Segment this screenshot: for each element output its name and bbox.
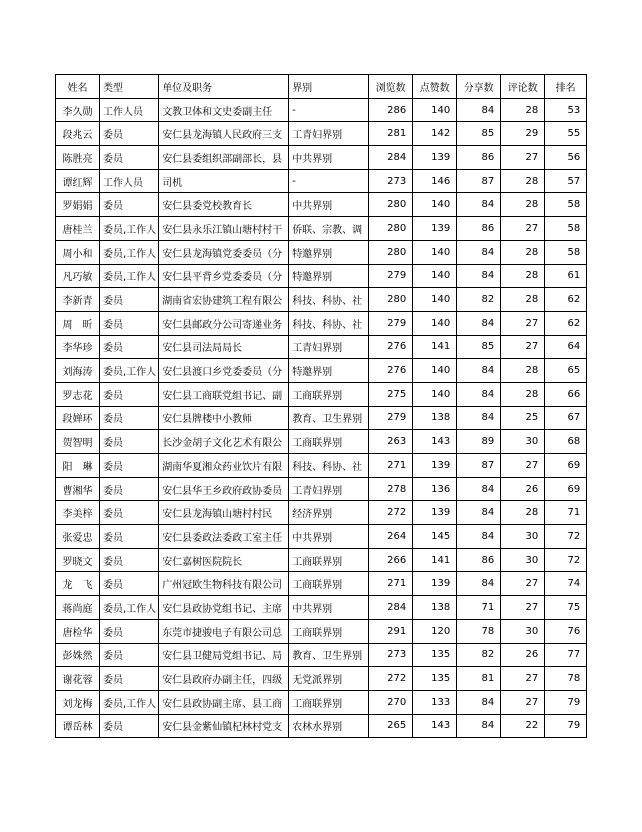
cell-views: 279 — [369, 264, 413, 288]
cell-comments: 28 — [501, 240, 545, 264]
cell-type: 委员,工作人 — [100, 264, 159, 288]
cell-views: 284 — [369, 146, 413, 170]
table-row — [56, 382, 587, 406]
cell-name: 罗娟娟 — [56, 193, 100, 217]
table-row — [56, 359, 587, 383]
cell-likes: 138 — [413, 596, 457, 620]
cell-unit-position: 安仁县华王乡政府政协委员 — [159, 477, 289, 501]
cell-sector: 教育、卫生界别 — [289, 406, 369, 430]
cell-name: 刘龙梅 — [56, 690, 100, 714]
cell-type: 委员 — [100, 430, 159, 454]
cell-unit-position: 安仁县龙海镇山塘村村民 — [159, 501, 289, 525]
cell-sector: 中共界别 — [289, 193, 369, 217]
cell-name: 刘海涛 — [56, 359, 100, 383]
table-row — [56, 501, 587, 525]
table-row — [56, 454, 587, 478]
cell-unit-position: 安仁县平背乡党委委员（分 — [159, 264, 289, 288]
cell-type: 委员,工作人 — [100, 690, 159, 714]
header-comments: 评论数 — [501, 75, 545, 99]
table-row — [56, 406, 587, 430]
cell-unit-position: 文教卫体和文史委副主任 — [159, 98, 289, 122]
cell-rank: 64 — [545, 335, 587, 359]
cell-views: 272 — [369, 501, 413, 525]
cell-name: 周小和 — [56, 240, 100, 264]
cell-comments: 28 — [501, 98, 545, 122]
cell-type: 委员 — [100, 619, 159, 643]
cell-likes: 140 — [413, 311, 457, 335]
cell-likes: 120 — [413, 619, 457, 643]
cell-shares: 86 — [457, 146, 501, 170]
cell-sector: 农林水界别 — [289, 714, 369, 738]
cell-rank: 79 — [545, 690, 587, 714]
cell-rank: 77 — [545, 643, 587, 667]
cell-type: 委员 — [100, 454, 159, 478]
cell-shares: 86 — [457, 217, 501, 241]
cell-unit-position: 广州冠欧生物科技有限公司 — [159, 572, 289, 596]
cell-comments: 28 — [501, 264, 545, 288]
cell-views: 280 — [369, 240, 413, 264]
cell-comments: 25 — [501, 406, 545, 430]
cell-unit-position: 安仁县牌楼中小教师 — [159, 406, 289, 430]
cell-name: 唐桂兰 — [56, 217, 100, 241]
cell-shares: 84 — [457, 311, 501, 335]
table-row — [56, 525, 587, 549]
cell-likes: 133 — [413, 690, 457, 714]
cell-views: 279 — [369, 311, 413, 335]
cell-sector: 特邀界别 — [289, 264, 369, 288]
cell-sector: 中共界别 — [289, 146, 369, 170]
cell-likes: 139 — [413, 146, 457, 170]
cell-name: 李新青 — [56, 288, 100, 312]
cell-type: 委员 — [100, 122, 159, 146]
cell-rank: 67 — [545, 406, 587, 430]
cell-type: 委员,工作人 — [100, 359, 159, 383]
header-name: 姓名 — [56, 75, 100, 99]
cell-name: 贺智明 — [56, 430, 100, 454]
cell-unit-position: 安仁县邮政分公司寄递业务 — [159, 311, 289, 335]
cell-sector: - — [289, 98, 369, 122]
cell-rank: 62 — [545, 288, 587, 312]
cell-likes: 139 — [413, 217, 457, 241]
cell-comments: 30 — [501, 430, 545, 454]
cell-likes: 146 — [413, 169, 457, 193]
cell-views: 280 — [369, 193, 413, 217]
cell-type: 委员 — [100, 288, 159, 312]
cell-unit-position: 安仁县政府办副主任，四级 — [159, 667, 289, 691]
cell-views: 273 — [369, 169, 413, 193]
cell-rank: 68 — [545, 430, 587, 454]
cell-comments: 28 — [501, 288, 545, 312]
cell-type: 委员 — [100, 667, 159, 691]
cell-likes: 140 — [413, 240, 457, 264]
cell-views: 278 — [369, 477, 413, 501]
cell-rank: 61 — [545, 264, 587, 288]
cell-sector: 科技、科协、社 — [289, 454, 369, 478]
cell-likes: 140 — [413, 359, 457, 383]
cell-type: 委员 — [100, 406, 159, 430]
cell-unit-position: 安仁嘉树医院院长 — [159, 548, 289, 572]
table-row — [56, 311, 587, 335]
cell-views: 271 — [369, 572, 413, 596]
cell-rank: 62 — [545, 311, 587, 335]
cell-shares: 84 — [457, 572, 501, 596]
cell-name: 段婵环 — [56, 406, 100, 430]
cell-unit-position: 安仁县卫健局党组书记、局 — [159, 643, 289, 667]
cell-rank: 69 — [545, 454, 587, 478]
cell-comments: 22 — [501, 714, 545, 738]
cell-likes: 138 — [413, 406, 457, 430]
cell-type: 工作人员 — [100, 98, 159, 122]
cell-name: 李美梓 — [56, 501, 100, 525]
cell-sector: 工商联界别 — [289, 548, 369, 572]
cell-sector: 无党派界别 — [289, 667, 369, 691]
header-shares: 分享数 — [457, 75, 501, 99]
cell-comments: 27 — [501, 572, 545, 596]
cell-type: 委员 — [100, 382, 159, 406]
cell-likes: 135 — [413, 643, 457, 667]
cell-unit-position: 安仁县政协党组书记、主席 — [159, 596, 289, 620]
cell-comments: 27 — [501, 311, 545, 335]
cell-type: 工作人员 — [100, 169, 159, 193]
cell-type: 委员 — [100, 714, 159, 738]
cell-unit-position: 安仁县司法局局长 — [159, 335, 289, 359]
cell-likes: 143 — [413, 714, 457, 738]
cell-name: 阳 琳 — [56, 454, 100, 478]
cell-shares: 86 — [457, 548, 501, 572]
header-type: 类型 — [100, 75, 159, 99]
cell-shares: 84 — [457, 193, 501, 217]
table-row — [56, 596, 587, 620]
cell-likes: 140 — [413, 264, 457, 288]
cell-comments: 28 — [501, 501, 545, 525]
cell-comments: 27 — [501, 454, 545, 478]
table-row — [56, 146, 587, 170]
cell-name: 曹湘华 — [56, 477, 100, 501]
ranking-table — [55, 74, 587, 738]
cell-sector: 科技、科协、社 — [289, 311, 369, 335]
cell-comments: 30 — [501, 619, 545, 643]
cell-shares: 85 — [457, 335, 501, 359]
cell-unit-position: 安仁县工商联党组书记、副 — [159, 382, 289, 406]
cell-rank: 79 — [545, 714, 587, 738]
cell-sector: - — [289, 169, 369, 193]
table-row — [56, 288, 587, 312]
cell-type: 委员 — [100, 477, 159, 501]
cell-shares: 89 — [457, 430, 501, 454]
cell-unit-position: 安仁县龙海镇党委委员（分 — [159, 240, 289, 264]
cell-name: 陈胜亮 — [56, 146, 100, 170]
cell-name: 谢花蓉 — [56, 667, 100, 691]
cell-sector: 特邀界别 — [289, 240, 369, 264]
cell-views: 281 — [369, 122, 413, 146]
cell-comments: 27 — [501, 596, 545, 620]
cell-likes: 143 — [413, 430, 457, 454]
cell-comments: 27 — [501, 146, 545, 170]
cell-rank: 57 — [545, 169, 587, 193]
cell-comments: 27 — [501, 667, 545, 691]
cell-rank: 72 — [545, 525, 587, 549]
cell-likes: 135 — [413, 667, 457, 691]
cell-sector: 工商联界别 — [289, 619, 369, 643]
cell-name: 谭岳林 — [56, 714, 100, 738]
cell-unit-position: 司机 — [159, 169, 289, 193]
cell-sector: 科技、科协、社 — [289, 288, 369, 312]
cell-rank: 65 — [545, 359, 587, 383]
cell-rank: 78 — [545, 667, 587, 691]
cell-rank: 76 — [545, 619, 587, 643]
cell-shares: 84 — [457, 477, 501, 501]
table-row — [56, 430, 587, 454]
table-row — [56, 714, 587, 738]
cell-comments: 28 — [501, 359, 545, 383]
table-row — [56, 240, 587, 264]
cell-shares: 82 — [457, 643, 501, 667]
cell-shares: 84 — [457, 382, 501, 406]
cell-views: 270 — [369, 690, 413, 714]
cell-shares: 84 — [457, 690, 501, 714]
table-row — [56, 477, 587, 501]
table-row — [56, 690, 587, 714]
cell-shares: 84 — [457, 501, 501, 525]
cell-unit-position: 湖南华夏湘众药业饮片有限 — [159, 454, 289, 478]
cell-likes: 145 — [413, 525, 457, 549]
cell-unit-position: 安仁县龙海镇人民政府三支 — [159, 122, 289, 146]
cell-views: 291 — [369, 619, 413, 643]
cell-comments: 30 — [501, 525, 545, 549]
cell-views: 264 — [369, 525, 413, 549]
cell-comments: 28 — [501, 193, 545, 217]
cell-likes: 140 — [413, 382, 457, 406]
cell-views: 273 — [369, 643, 413, 667]
cell-comments: 26 — [501, 643, 545, 667]
cell-views: 263 — [369, 430, 413, 454]
cell-sector: 工青妇界别 — [289, 122, 369, 146]
cell-sector: 工商联界别 — [289, 572, 369, 596]
cell-likes: 140 — [413, 193, 457, 217]
cell-unit-position: 安仁县金紫仙镇杞林村党支 — [159, 714, 289, 738]
cell-likes: 141 — [413, 335, 457, 359]
table-row — [56, 169, 587, 193]
cell-sector: 侨联、宗教、调 — [289, 217, 369, 241]
cell-rank: 74 — [545, 572, 587, 596]
cell-sector: 工青妇界别 — [289, 335, 369, 359]
cell-type: 委员 — [100, 146, 159, 170]
cell-name: 罗志花 — [56, 382, 100, 406]
cell-likes: 139 — [413, 572, 457, 596]
cell-type: 委员,工作人 — [100, 596, 159, 620]
header-likes: 点赞数 — [413, 75, 457, 99]
cell-shares: 87 — [457, 454, 501, 478]
cell-likes: 140 — [413, 98, 457, 122]
cell-likes: 140 — [413, 288, 457, 312]
cell-views: 280 — [369, 288, 413, 312]
header-unit-position: 单位及职务 — [159, 75, 289, 99]
table-row — [56, 643, 587, 667]
cell-name: 李华珍 — [56, 335, 100, 359]
table-row — [56, 122, 587, 146]
cell-type: 委员 — [100, 193, 159, 217]
cell-comments: 26 — [501, 477, 545, 501]
cell-sector: 中共界别 — [289, 596, 369, 620]
cell-name: 张爱忠 — [56, 525, 100, 549]
cell-rank: 58 — [545, 217, 587, 241]
cell-shares: 82 — [457, 288, 501, 312]
cell-sector: 工商联界别 — [289, 382, 369, 406]
header-row — [56, 75, 587, 99]
cell-name: 唐检华 — [56, 619, 100, 643]
table-row — [56, 193, 587, 217]
cell-rank: 55 — [545, 122, 587, 146]
cell-name: 周 昕 — [56, 311, 100, 335]
cell-name: 李久勋 — [56, 98, 100, 122]
cell-views: 266 — [369, 548, 413, 572]
cell-comments: 27 — [501, 335, 545, 359]
cell-comments: 30 — [501, 548, 545, 572]
cell-views: 276 — [369, 359, 413, 383]
table-row — [56, 217, 587, 241]
cell-rank: 71 — [545, 501, 587, 525]
cell-type: 委员 — [100, 572, 159, 596]
cell-unit-position: 安仁县委组织部副部长，县 — [159, 146, 289, 170]
cell-rank: 53 — [545, 98, 587, 122]
cell-views: 286 — [369, 98, 413, 122]
cell-comments: 28 — [501, 169, 545, 193]
cell-shares: 84 — [457, 98, 501, 122]
cell-shares: 84 — [457, 525, 501, 549]
table-row — [56, 667, 587, 691]
cell-name: 罗晓文 — [56, 548, 100, 572]
cell-sector: 经济界别 — [289, 501, 369, 525]
cell-sector: 特邀界别 — [289, 359, 369, 383]
cell-views: 276 — [369, 335, 413, 359]
cell-shares: 84 — [457, 406, 501, 430]
table-row — [56, 572, 587, 596]
cell-rank: 66 — [545, 382, 587, 406]
cell-comments: 27 — [501, 217, 545, 241]
cell-shares: 81 — [457, 667, 501, 691]
cell-unit-position: 安仁县政协副主席、县工商 — [159, 690, 289, 714]
cell-type: 委员,工作人 — [100, 240, 159, 264]
cell-shares: 84 — [457, 359, 501, 383]
cell-shares: 78 — [457, 619, 501, 643]
cell-rank: 58 — [545, 240, 587, 264]
cell-sector: 工商联界别 — [289, 430, 369, 454]
cell-name: 谭红辉 — [56, 169, 100, 193]
cell-name: 凡巧敏 — [56, 264, 100, 288]
cell-sector: 工青妇界别 — [289, 477, 369, 501]
cell-views: 272 — [369, 667, 413, 691]
cell-views: 271 — [369, 454, 413, 478]
cell-views: 275 — [369, 382, 413, 406]
cell-views: 279 — [369, 406, 413, 430]
cell-shares: 84 — [457, 714, 501, 738]
cell-sector: 工商联界别 — [289, 690, 369, 714]
cell-unit-position: 安仁县委党校教育长 — [159, 193, 289, 217]
cell-comments: 28 — [501, 382, 545, 406]
table-row — [56, 98, 587, 122]
cell-type: 委员 — [100, 643, 159, 667]
cell-rank: 72 — [545, 548, 587, 572]
cell-comments: 27 — [501, 690, 545, 714]
cell-shares: 84 — [457, 240, 501, 264]
cell-type: 委员 — [100, 335, 159, 359]
cell-unit-position: 湖南省宏协建筑工程有限公 — [159, 288, 289, 312]
cell-type: 委员 — [100, 525, 159, 549]
header-rank: 排名 — [545, 75, 587, 99]
cell-likes: 139 — [413, 501, 457, 525]
cell-type: 委员 — [100, 311, 159, 335]
cell-unit-position: 安仁县委政法委政工室主任 — [159, 525, 289, 549]
cell-views: 265 — [369, 714, 413, 738]
cell-name: 蒋尚庭 — [56, 596, 100, 620]
cell-rank: 56 — [545, 146, 587, 170]
cell-views: 284 — [369, 596, 413, 620]
cell-shares: 85 — [457, 122, 501, 146]
cell-name: 彭姝然 — [56, 643, 100, 667]
cell-likes: 142 — [413, 122, 457, 146]
cell-likes: 136 — [413, 477, 457, 501]
table-row — [56, 619, 587, 643]
cell-unit-position: 东莞市捷骏电子有限公司总 — [159, 619, 289, 643]
cell-likes: 141 — [413, 548, 457, 572]
cell-type: 委员 — [100, 501, 159, 525]
cell-name: 龙 飞 — [56, 572, 100, 596]
cell-rank: 69 — [545, 477, 587, 501]
cell-rank: 75 — [545, 596, 587, 620]
header-sector: 界别 — [289, 75, 369, 99]
cell-views: 280 — [369, 217, 413, 241]
header-views: 浏览数 — [369, 75, 413, 99]
cell-unit-position: 长沙金胡子文化艺术有限公 — [159, 430, 289, 454]
cell-unit-position: 安仁县渡口乡党委委员（分 — [159, 359, 289, 383]
cell-sector: 中共界别 — [289, 525, 369, 549]
table-row — [56, 264, 587, 288]
cell-name: 段兆云 — [56, 122, 100, 146]
cell-comments: 29 — [501, 122, 545, 146]
cell-unit-position: 安仁县永乐江镇山塘村村干 — [159, 217, 289, 241]
cell-shares: 87 — [457, 169, 501, 193]
cell-type: 委员 — [100, 548, 159, 572]
cell-shares: 84 — [457, 264, 501, 288]
cell-type: 委员,工作人 — [100, 217, 159, 241]
cell-shares: 71 — [457, 596, 501, 620]
table-row — [56, 548, 587, 572]
table-row — [56, 335, 587, 359]
cell-sector: 教育、卫生界别 — [289, 643, 369, 667]
cell-likes: 139 — [413, 454, 457, 478]
cell-rank: 58 — [545, 193, 587, 217]
